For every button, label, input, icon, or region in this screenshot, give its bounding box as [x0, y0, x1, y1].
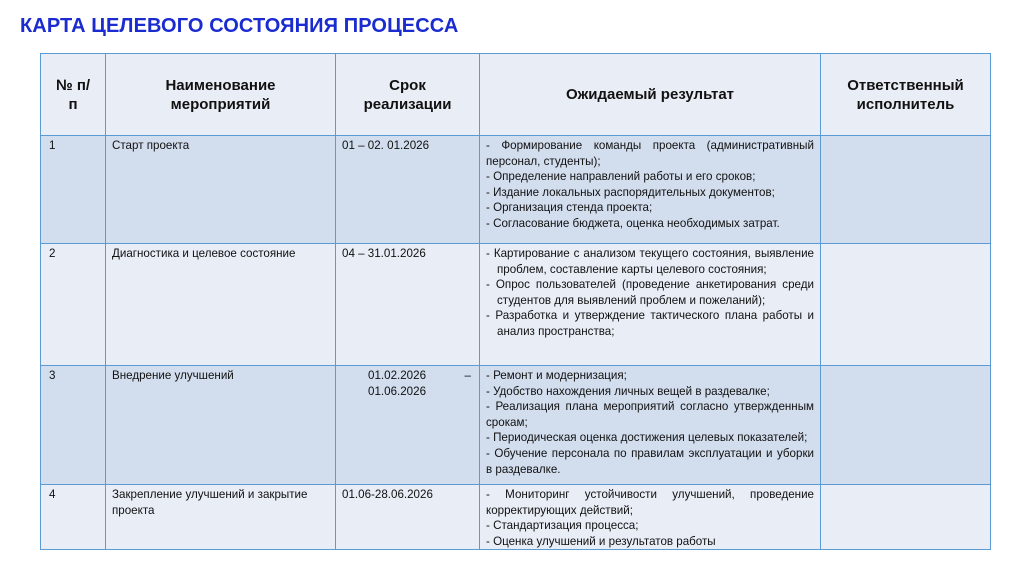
row-name: Внедрение улучшений: [106, 366, 336, 485]
result-item: - Реализация плана мероприятий согласно утвержденным срокам;: [486, 400, 814, 429]
row-responsible: [821, 244, 991, 366]
row-term: 01 – 02. 01.2026: [336, 136, 480, 244]
result-item: - Формирование команды проекта (административный персонал, студенты);: [486, 139, 814, 168]
header-result: Ожидаемый результат: [480, 54, 821, 136]
result-item: - Ремонт и модернизация;: [486, 369, 627, 382]
term-text: 01.02.2026 – 01.06.2026: [368, 369, 471, 398]
result-item: - Удобство нахождения личных вещей в раздевалке;: [486, 384, 770, 398]
row-term: 01.06-28.06.2026: [336, 485, 480, 550]
row-number: 3: [41, 366, 106, 485]
table-row: [41, 366, 991, 485]
process-target-state-table: [40, 53, 991, 550]
row-responsible: [821, 485, 991, 550]
header-name: Наименование мероприятий: [106, 54, 336, 136]
row-name: Старт проекта: [106, 136, 336, 244]
row-number: 4: [41, 485, 106, 550]
row-name: Закрепление улучшений и закрытие проекта: [106, 485, 336, 550]
result-item: - Оценка улучшений и результатов работы: [486, 534, 716, 548]
page-title: КАРТА ЦЕЛЕВОГО СОСТОЯНИЯ ПРОЦЕССА: [20, 15, 459, 37]
row-results: [480, 366, 821, 485]
row-term: [336, 366, 480, 485]
result-item: - Согласование бюджета, оценка необходимых затрат.: [486, 216, 780, 230]
result-item: - Мониторинг устойчивости улучшений, проведение корректирующих действий;: [486, 488, 814, 517]
header-number: № п/п: [41, 54, 106, 136]
header-responsible: Ответственный исполнитель: [821, 54, 991, 136]
header-term: Срок реализации: [336, 54, 480, 136]
row-results: [480, 136, 821, 244]
row-responsible: [821, 366, 991, 485]
result-item: - Издание локальных распорядительных документов;: [486, 185, 775, 199]
result-item: - Разработка и утверждение тактического плана работы и анализ пространства;: [486, 309, 814, 338]
table-header-row: [41, 54, 991, 136]
result-item: - Картирование с анализом текущего состояния, выявление проблем, составление карты целевого состояния;: [486, 247, 814, 276]
row-name: Диагностика и целевое состояние: [106, 244, 336, 366]
table-row: [41, 485, 991, 550]
result-item: - Стандартизация процесса;: [486, 519, 639, 533]
row-results: [480, 244, 821, 366]
result-item: - Опрос пользователей (проведение анкетирования среди студентов для выявлений проблем и пожеланий);: [486, 278, 814, 307]
row-number: 1: [41, 136, 106, 244]
row-number: 2: [41, 244, 106, 366]
row-term: 04 – 31.01.2026: [336, 244, 480, 366]
row-responsible: [821, 136, 991, 244]
result-item: - Периодическая оценка достижения целевых показателей;: [486, 431, 808, 445]
table-row: [41, 136, 991, 244]
result-item: - Организация стенда проекта;: [486, 201, 653, 215]
result-item: - Обучение персонала по правилам эксплуатации и уборки в раздевалке.: [486, 446, 814, 476]
table-row: [41, 244, 991, 366]
result-item: - Определение направлений работы и его сроков;: [486, 170, 756, 184]
row-results: [480, 485, 821, 550]
